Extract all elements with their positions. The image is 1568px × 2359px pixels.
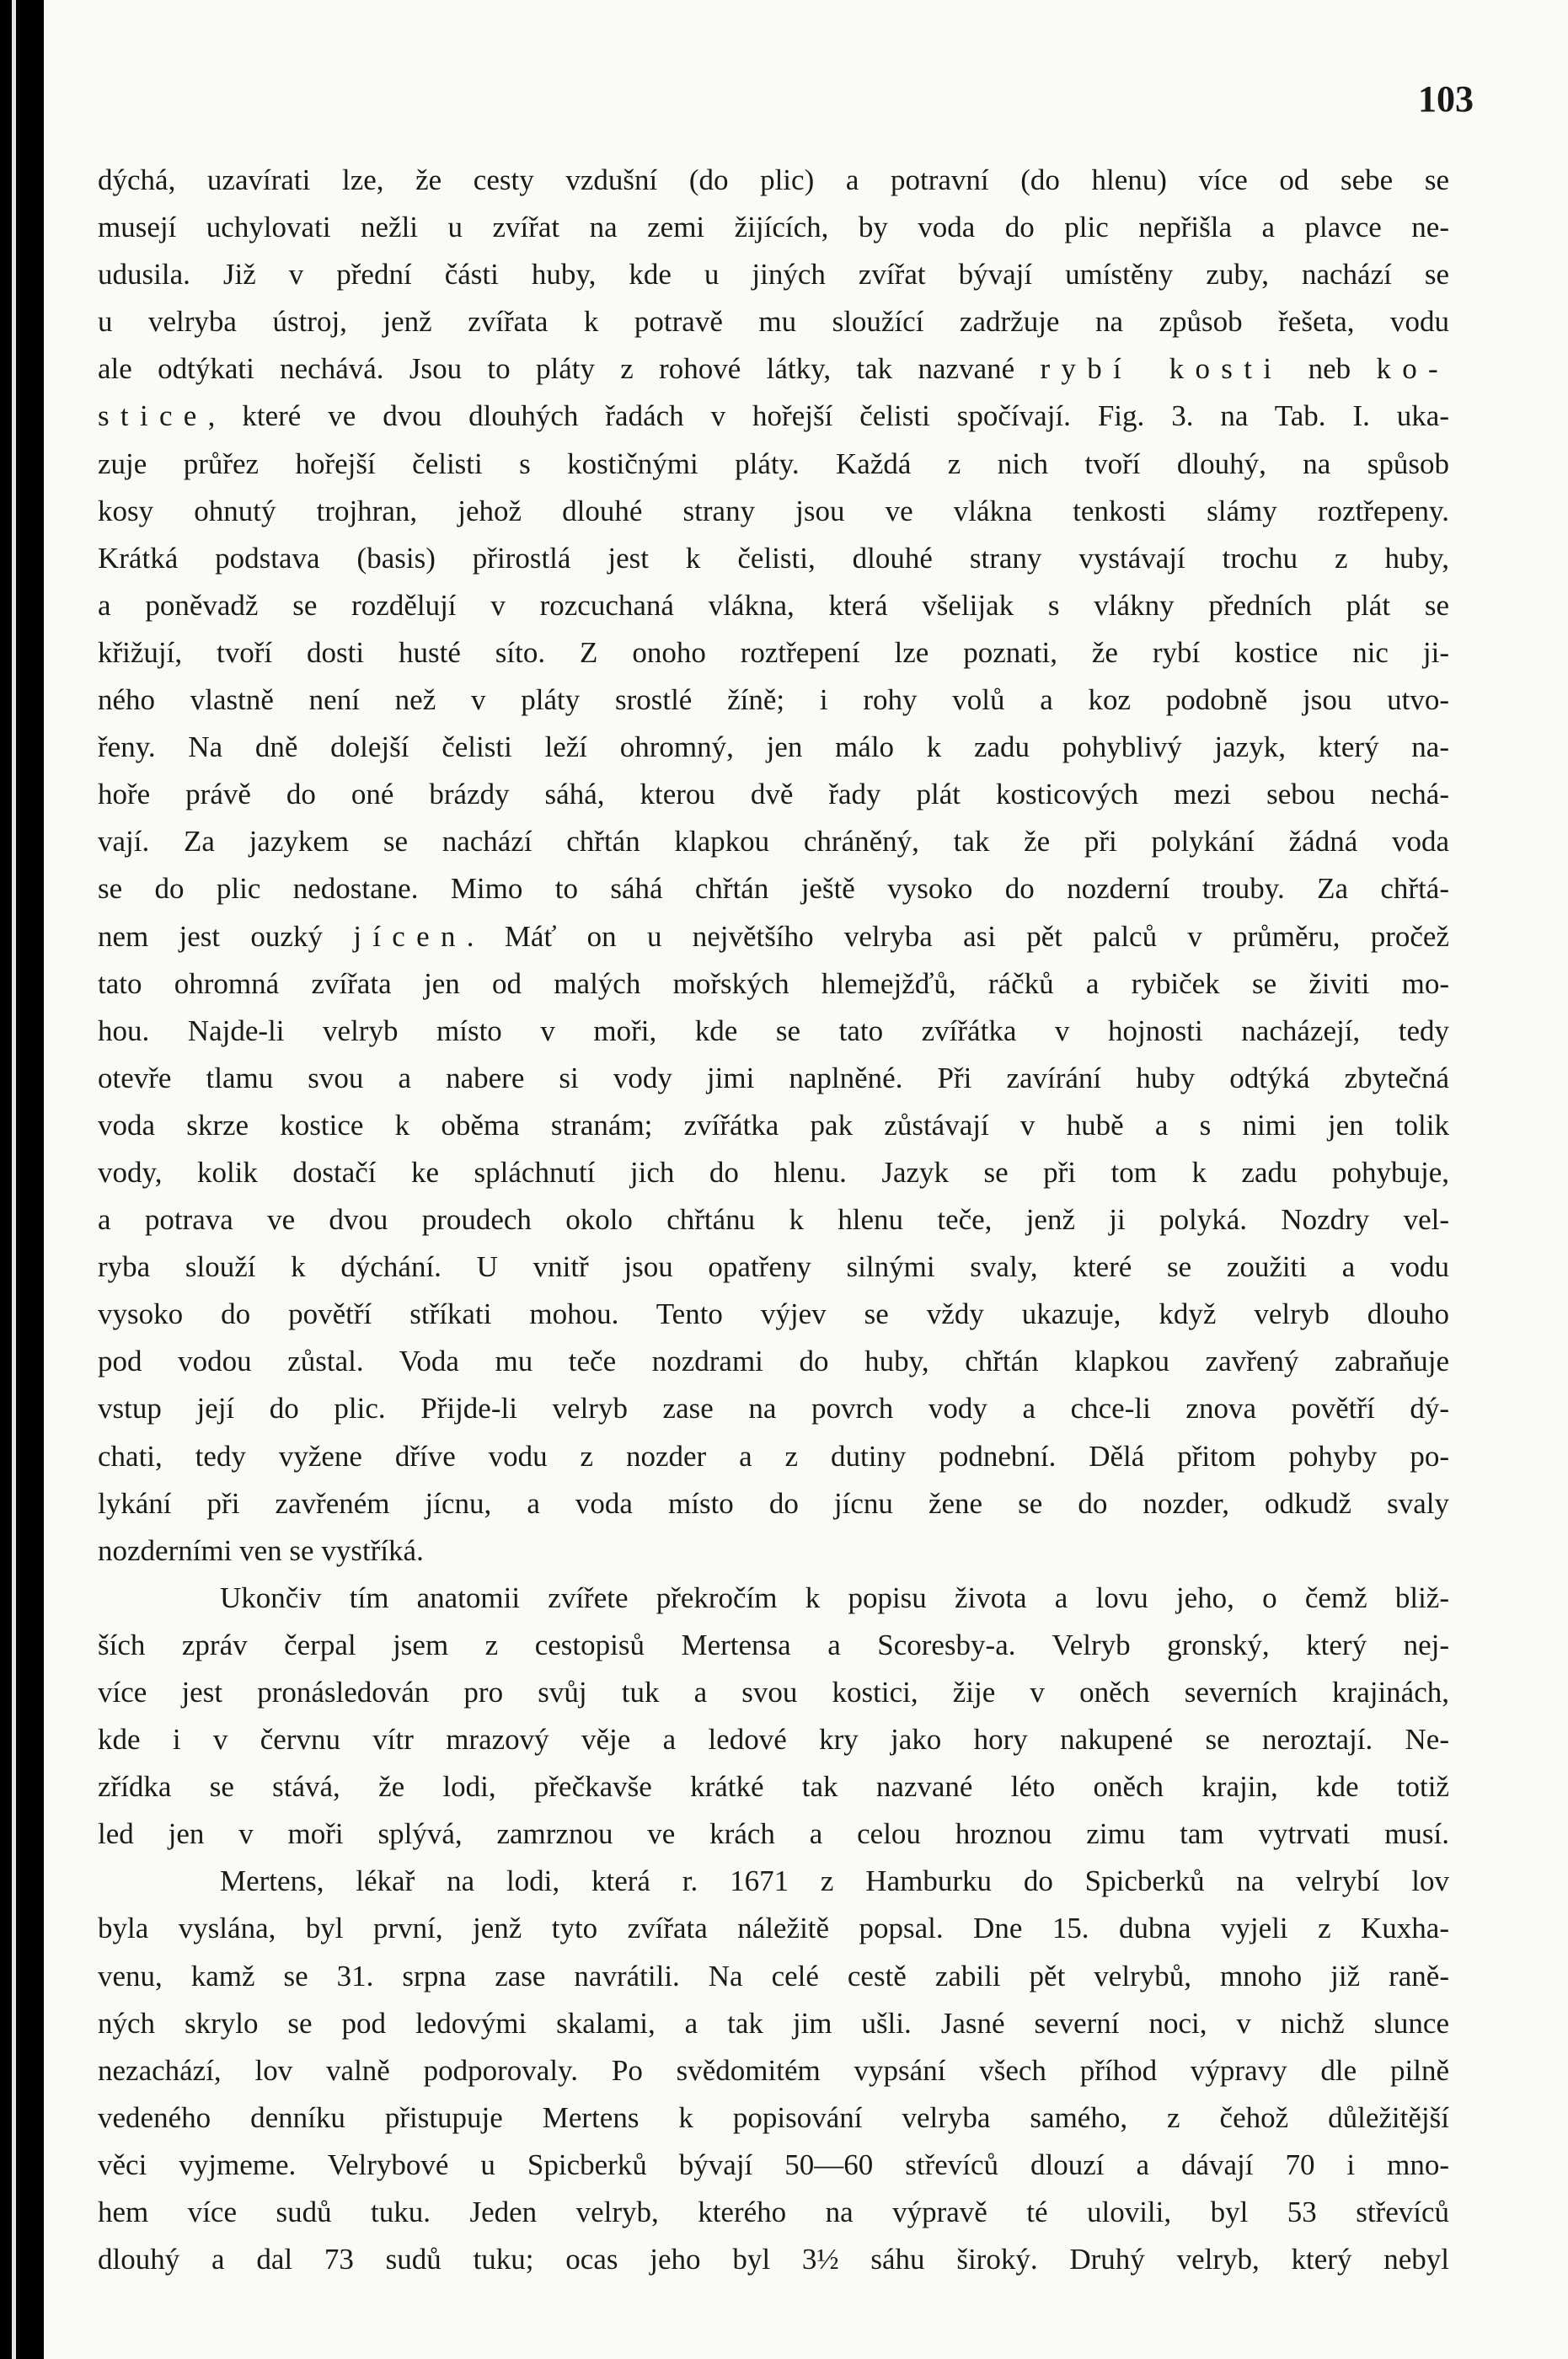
- text-line: tato ohromná zvířata jen od malých mořských hlemejžďů, ráčků a rybiček se živiti mo-: [98, 966, 1449, 1000]
- text-line: vstup její do plic. Přijde-li velryb zase na povrch vody a chce-li znova povětří dý-: [98, 1392, 1449, 1426]
- emphasized-term: ko-: [1376, 352, 1449, 386]
- text-line: věci vyjmeme. Velrybové u Spicberků bývají 50—60 střevíců dlouzí a dávají 70 i mno-: [98, 2148, 1449, 2181]
- text-line: led jen v moři splývá, zamrznou ve krách a celou hroznou zimu tam vytrvati musí.: [98, 1817, 1449, 1851]
- text-line: hem více sudů tuku. Jeden velryb, kterého na výpravě té ulovili, byl 53 střevíců: [98, 2196, 1449, 2229]
- text-line: dlouhý a dal 73 sudů tuku; ocas jeho byl 3½ sáhu široký. Druhý velryb, který nebyl: [98, 2243, 1449, 2276]
- text-line: hoře právě do oné brázdy sáhá, kterou dvě řady plát kosticových mezi sebou nechá-: [98, 778, 1449, 811]
- text-line: kosy ohnutý trojhran, jehož dlouhé strany jsou ve vlákna tenkosti slámy roztřepeny.: [98, 494, 1449, 527]
- text-line: vody, kolik dostačí ke spláchnutí jich do hlenu. Jazyk se při tom k zadu pohybuje,: [98, 1155, 1449, 1189]
- text-line: a potrava ve dvou proudech okolo chřtánu k hlenu teče, jenž ji polyká. Nozdry vel-: [98, 1203, 1449, 1237]
- body-text: [98, 157, 1449, 2283]
- text-line: Ukončiv tím anatomii zvířete překročím k popisu života a lovu jeho, o čemž bliž-: [220, 1581, 1449, 1614]
- text-line: a poněvadž se rozdělují v rozcuchaná vlákna, která všelijak s vlákny předních plát se: [98, 588, 1449, 622]
- text-line: křižují, tvoří dosti husté síto. Z onoho roztřepení lze poznati, že rybí kostice nic ji-: [98, 635, 1449, 669]
- text-line: voda skrze kostice k oběma stranám; zvířátka pak zůstávají v hubě a s nimi jen tolik: [98, 1108, 1449, 1142]
- page-edge: [12, 0, 16, 2359]
- text-line: Krátká podstava (basis) přirostlá jest k čelisti, dlouhé strany vystávají trochu z huby,: [98, 541, 1449, 575]
- text-line: zuje průřez hořejší čelisti s kostičnými pláty. Každá z nich tvoří dlouhý, na spůsob: [98, 447, 1449, 480]
- text-line: řeny. Na dně dolejší čelisti leží ohromný, jen málo k zadu pohyblivý jazyk, který na-: [98, 730, 1449, 764]
- text-line: více jest pronásledován pro svůj tuk a svou kostici, žije v oněch severních krajinách,: [98, 1676, 1449, 1709]
- text-line: nem jest ouzký jícen. Máť on u největšího velryba asi pět palců v průměru, pročež: [98, 919, 1449, 953]
- emphasized-term: rybí kosti: [1040, 352, 1283, 386]
- text-line: byla vyslána, byl první, jenž tyto zvířata náležitě popsal. Dne 15. dubna vyjeli z Kuxha-: [98, 1912, 1449, 1945]
- text-line: Mertens, lékař na lodi, která r. 1671 z Hamburku do Spicberků na velrybí lov: [220, 1864, 1449, 1898]
- text-line: ného vlastně není než v pláty srostlé žíně; i rohy volů a koz podobně jsou utvo-: [98, 683, 1449, 717]
- text-line: udusila. Již v přední části huby, kde u jiných zvířat bývají umístěny zuby, nachází se: [98, 258, 1449, 292]
- text-line: dýchá, uzavírati lze, že cesty vzdušní (do plic) a potravní (do hlenu) více od sebe se: [98, 163, 1449, 196]
- text-line: ale odtýkati nechává. Jsou to pláty z rohové látky, tak nazvané rybí kosti neb ko-: [98, 352, 1449, 386]
- text-line: stice, které ve dvou dlouhých řadách v hořejší čelisti spočívají. Fig. 3. na Tab. I. uka-: [98, 399, 1449, 433]
- book-page: [44, 0, 1568, 2359]
- text-line: nozderními ven se vystříká.: [98, 1533, 424, 1567]
- emphasized-term: stice: [98, 399, 208, 433]
- text-line: otevře tlamu svou a nabere si vody jimi naplněné. Při zavírání huby odtýká zbytečná: [98, 1061, 1449, 1094]
- text-line: se do plic nedostane. Mimo to sáhá chřtán ještě vysoko do nozderní trouby. Za chřtá-: [98, 872, 1449, 906]
- text-line: ných skrylo se pod ledovými skalami, a tak jim ušli. Jasné severní noci, v nichž slunce: [98, 2006, 1449, 2040]
- text-line: chati, tedy vyžene dříve vodu z nozder a z dutiny podnební. Dělá přitom pohyby po-: [98, 1439, 1449, 1473]
- text-line: musejí uchylovati nežli u zvířat na zemi žijících, by voda do plic nepřišla a plavce ne-: [98, 211, 1449, 244]
- text-line: kde i v červnu vítr mrazový věje a ledové kry jako hory nakupené se neroztají. Ne-: [98, 1723, 1449, 1757]
- page-number: 103: [1418, 78, 1474, 120]
- text-line: zřídka se stává, že lodi, přečkavše krátké tak nazvané léto oněch krajin, kde totiž: [98, 1770, 1449, 1804]
- text-line: pod vodou zůstal. Voda mu teče nozdrami do huby, chřtán klapkou zavřený zabraňuje: [98, 1345, 1449, 1378]
- text-line: venu, kamž se 31. srpna zase navrátili. Na celé cestě zabili pět velrybů, mnoho již raně-: [98, 1959, 1449, 1993]
- text-line: hou. Najde-li velryb místo v moři, kde se tato zvířátka v hojnosti nacházejí, tedy: [98, 1014, 1449, 1047]
- text-line: u velryba ústroj, jenž zvířata k potravě mu sloužící zadržuje na způsob řešeta, vodu: [98, 305, 1449, 339]
- text-line: lykání při zavřeném jícnu, a voda místo do jícnu žene se do nozder, odkudž svaly: [98, 1486, 1449, 1520]
- text-line: vysoko do povětří stříkati mohou. Tento výjev se vždy ukazuje, když velryb dlouho: [98, 1297, 1449, 1331]
- emphasized-term: jícen: [353, 919, 467, 953]
- text-line: ších zpráv čerpal jsem z cestopisů Mertensa a Scoresby-a. Velryb gronský, který nej-: [98, 1628, 1449, 1661]
- text-line: ryba slouží k dýchání. U vnitř jsou opatřeny silnými svaly, které se zoužiti a vodu: [98, 1250, 1449, 1284]
- text-line: nezachází, lov valně podporovaly. Po svědomitém vypsání všech příhod výpravy dle pilně: [98, 2053, 1449, 2087]
- text-line: vají. Za jazykem se nachází chřtán klapkou chráněný, tak že při polykání žádná voda: [98, 825, 1449, 859]
- text-line: vedeného denníku přistupuje Mertens k popisování velryba samého, z čehož důležitější: [98, 2100, 1449, 2134]
